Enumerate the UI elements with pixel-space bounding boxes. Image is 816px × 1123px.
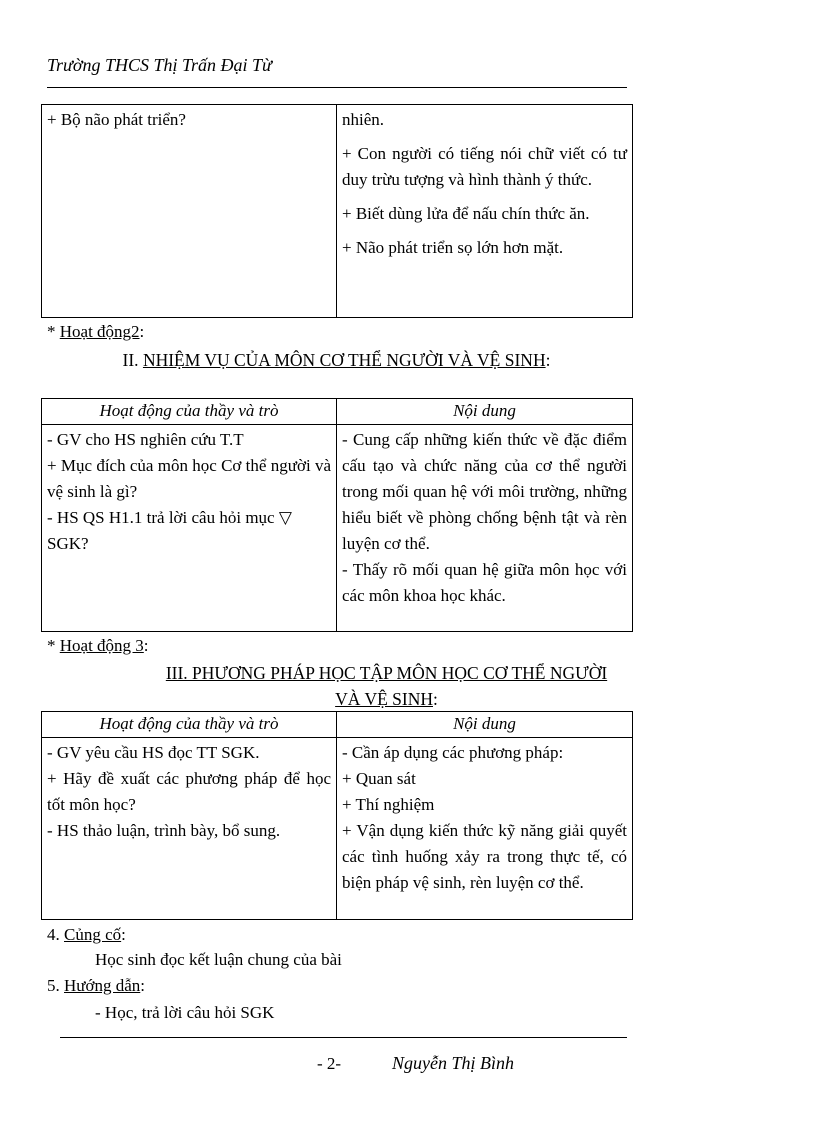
table1-right-line: + Con người có tiếng nói chữ viết có tư duy trừu tượng và hình thành ý thức.: [342, 144, 627, 189]
table1-right-line: + Não phát triển sọ lớn hơn mặt.: [342, 238, 564, 257]
section3-title-line2: [41, 686, 732, 712]
section5-heading: [47, 976, 145, 996]
section4-label: Củng cố: [64, 925, 122, 944]
activity2-label: Hoạt động2: [59, 322, 140, 341]
section5-label: Hướng dẫn: [64, 976, 141, 995]
activity3-label: Hoạt động 3: [59, 636, 144, 655]
section5-number: 5.: [47, 976, 64, 995]
table1-left-text: + Bộ não phát triển?: [47, 110, 186, 129]
table3-right-line: + Thí nghiệm: [342, 795, 435, 814]
table2-header-right: Nội dung: [337, 399, 633, 425]
activity2-prefix: *: [47, 322, 60, 341]
table3-left-line: - GV yêu cầu HS đọc TT SGK.: [47, 743, 260, 762]
table2-header-left: Hoạt động của thầy và trò: [42, 399, 337, 425]
section2-title: [41, 347, 632, 373]
table3-left-cell: [42, 738, 337, 920]
section3-title-line2-text: VÀ VỆ SINH: [335, 689, 433, 709]
section3-title-colon: :: [433, 689, 438, 709]
activity3-prefix: *: [47, 636, 60, 655]
activity3-heading: [47, 636, 149, 656]
activity2-suffix: :: [139, 322, 145, 341]
section3-title-line1: [41, 660, 732, 686]
table2-left-line: + Mục đích của môn học Cơ thể người và vệ sinh là gì?: [47, 456, 331, 501]
table3-left-line: + Hãy đề xuất các phương pháp để học tốt môn học?: [47, 769, 331, 814]
table-methods: [41, 711, 633, 920]
table3-header-right: Nội dung: [337, 712, 633, 738]
activity2-heading: [47, 322, 144, 342]
table2-right-line: - Thấy rõ mối quan hệ giữa môn học với các môn khoa học khác.: [342, 560, 627, 605]
table3-right-line: - Cần áp dụng các phương pháp:: [342, 743, 564, 762]
section4-colon: :: [121, 925, 126, 944]
section5-text: - Học, trả lời câu hỏi SGK: [95, 1003, 275, 1022]
table1-right-cell: [337, 105, 633, 318]
section4-text: Học sinh đọc kết luận chung của bài: [95, 950, 342, 969]
section4-number: 4.: [47, 925, 64, 944]
table3-left-line: - HS thảo luận, trình bày, bổ sung.: [47, 821, 281, 840]
table2-left-line: - GV cho HS nghiên cứu T.T: [47, 430, 244, 449]
table3-right-line: + Vận dụng kiến thức kỹ năng giải quyết các tình huống xảy ra trong thực tế, có biện pháp vệ sinh, rèn luyện cơ thể.: [342, 821, 627, 892]
footer-rule: [60, 1037, 627, 1038]
section2-title-text: NHIỆM VỤ CỦA MÔN CƠ THỂ NGƯỜI VÀ VỆ SINH: [142, 350, 546, 370]
table-continuation: [41, 104, 633, 318]
table2-right-line: - Cung cấp những kiến thức về đặc điểm cấu tạo và chức năng của cơ thể người trong mối quan hệ với môi trường, những hiểu biết về phòng chống bệnh tật và rèn luyện cơ thể.: [342, 430, 627, 553]
table3-header-left: Hoạt động của thầy và trò: [42, 712, 337, 738]
table2-left-cell: [42, 425, 337, 632]
page-number: - 2-: [317, 1054, 342, 1073]
section4-heading: [47, 925, 126, 945]
table1-right-line: nhiên.: [342, 110, 385, 129]
table2-right-cell: [337, 425, 633, 632]
section2-title-colon: :: [545, 350, 551, 370]
header-school-name: Trường THCS Thị Trấn Đại Từ: [47, 55, 272, 75]
table1-left-cell: [42, 105, 337, 318]
table3-right-line: + Quan sát: [342, 769, 416, 788]
header-rule: [47, 87, 627, 88]
section5-colon: :: [140, 976, 146, 995]
table2-left-line: - HS QS H1.1 trả lời câu hỏi mục ▽ SGK?: [47, 508, 292, 553]
table1-right-line: + Biết dùng lửa để nấu chín thức ăn.: [342, 204, 590, 223]
activity3-suffix: :: [143, 636, 149, 655]
table3-right-cell: [337, 738, 633, 920]
author-name: Nguyễn Thị Bình: [392, 1053, 514, 1073]
table-tasks: [41, 398, 633, 632]
section3-title-line1-text: III. PHƯƠNG PHÁP HỌC TẬP MÔN HỌC CƠ THỂ NGƯỜI: [165, 663, 608, 683]
section2-title-number: II.: [122, 350, 143, 370]
